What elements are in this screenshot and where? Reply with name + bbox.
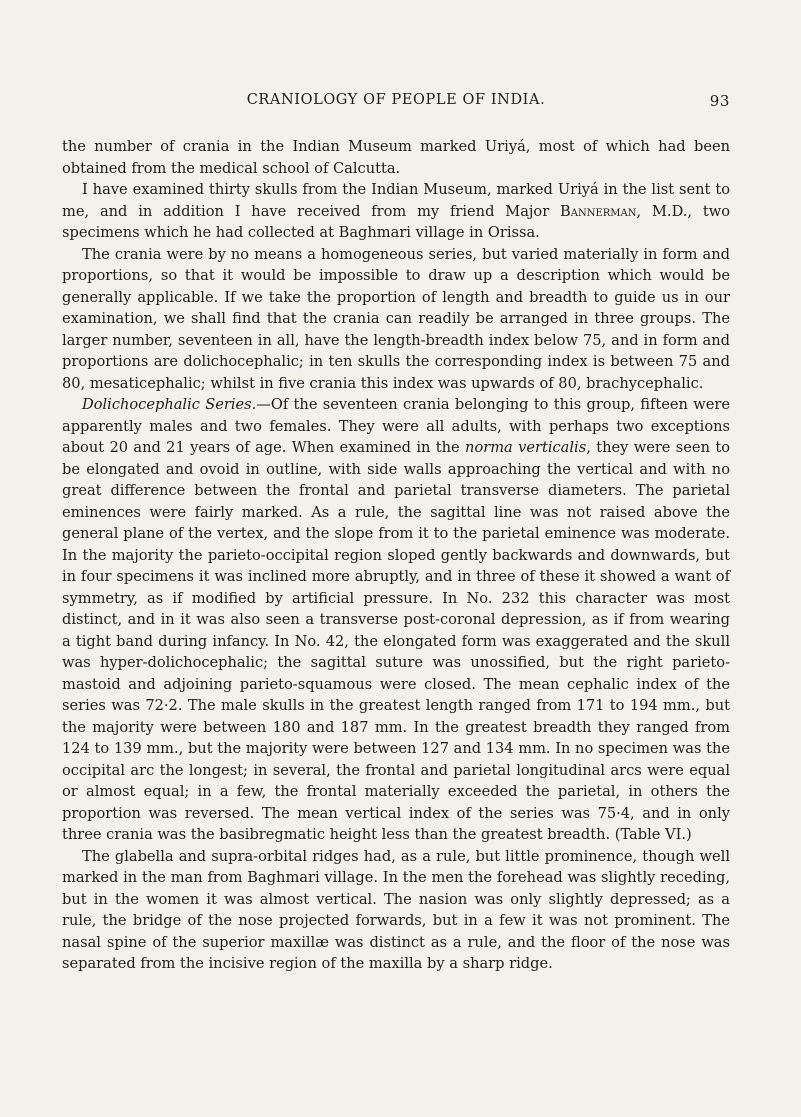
paragraph-1 <box>62 136 730 179</box>
paragraph-2 <box>62 179 730 244</box>
paragraph-4-text-a: —Of the seventeen crania belonging to this group, fifteen were apparently males and two females. They were all adults, with perhaps two exceptions about 20 and 21 years of age. When examined in the <box>62 396 730 456</box>
latin-term: norma verticalis <box>465 439 587 456</box>
paragraph-4-text-b: , they were seen to be elongated and ovoid in outline, with side walls approaching the vertical and with no great difference between the frontal and parietal transverse diameters. The parietal eminences were fairly marked. As a rule, the sagittal line was not raised above the general plane of the vertex, and the slope from it to the parietal eminence was moderate. In the majority the parieto-occipital region sloped gently backwards and downwards, but in four specimens it was inclined more abruptly, and in three of these it showed a want of symmetry, as if modified by artificial pressure. In No. 232 this character was most distinct, and in it was also seen a transverse post-coronal depression, as if from wearing a tight band during infancy. In No. 42, the elongated form was exaggerated and the skull was hyper-dolichocephalic; the sagittal suture was unossified, but the right parieto-mastoid and adjoining parieto-squamous were closed. The mean cephalic index of the series was 72·2. The male skulls in the greatest length ranged from 171 to 194 mm., but the majority were between 180 and 187 mm. In the greatest breadth they ranged from 124 to 139 mm., but the majority were between 127 and 134 mm. In no specimen was the occipital arc the longest; in several, the frontal and parietal longitudinal arcs were equal or almost equal; in a few, the frontal materially exceeded the parietal, in others the proportion was reversed. The mean vertical index of the series was 75·4, and in only three crania was the basibregmatic height less than the greatest breadth. (Table VI.) <box>62 439 730 843</box>
paragraph-5 <box>62 846 730 975</box>
section-heading: Dolichocephalic Series. <box>82 396 257 413</box>
page-number: 93 <box>709 92 730 110</box>
paragraph-3-text: The crania were by no means a homogeneous series, but varied materially in form and proportions, so that it would be impossible to draw up a description which would be generally applicable. If we take the proportion of length and breadth to guide us in our examination, we shall find that the crania can readily be arranged in three groups. The larger number, seventeen in all, have the length-breadth index below 75, and in form and proportions are dolichocephalic; in ten skulls the corresponding index is between 75 and 80, mesaticephalic; whilst in five crania this index was upwards of 80, brachycephalic. <box>62 245 730 392</box>
paragraph-2-text-a: I have examined thirty skulls from the Indian Museum, marked Uriyá in the list sent to me, and in addition I have received from my friend Major <box>62 181 730 220</box>
paragraph-3 <box>62 244 730 395</box>
running-head: CRANIOLOGY OF PEOPLE OF INDIA. <box>246 92 546 108</box>
book-page <box>62 92 730 975</box>
page-header <box>62 92 730 116</box>
person-name: Bannerman <box>560 202 637 220</box>
body-text <box>62 136 730 975</box>
paragraph-5-text: The glabella and supra-orbital ridges had, as a rule, but little prominence, though well marked in the man from Baghmari village. In the men the forehead was slightly receding, but in the women it was almost vertical. The nasion was only slightly depressed; as a rule, the bridge of the nose projected forwards, but in a few it was not prominent. The nasal spine of the superior maxillæ was distinct as a rule, and the floor of the nose was separated from the incisive region of the maxilla by a sharp ridge. <box>62 847 730 972</box>
paragraph-2-text-b: , M.D., two specimens which he had collected at Baghmari village in Orissa. <box>62 202 730 241</box>
paragraph-4 <box>62 394 730 846</box>
paragraph-1-text: the number of crania in the Indian Museum marked Uriyá, most of which had been obtained from the medical school of Calcutta. <box>62 138 730 177</box>
